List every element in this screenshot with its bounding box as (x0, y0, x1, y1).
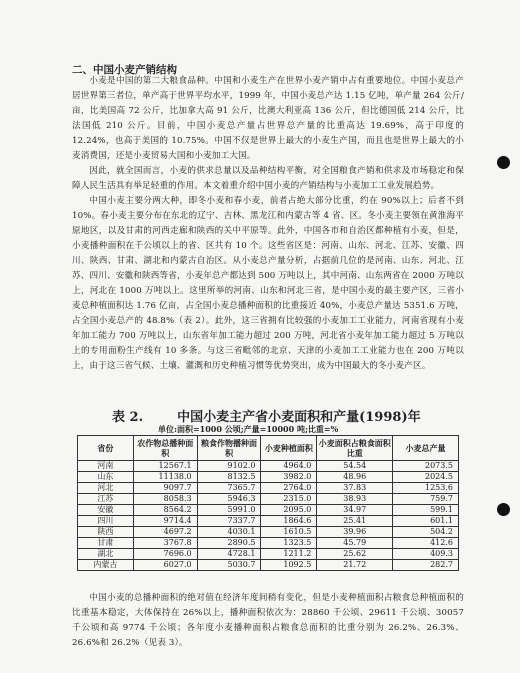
cell-wheat-output: 282.7 (393, 560, 459, 571)
cell-grain-area: 4728.1 (197, 549, 261, 560)
cell-wheat-share: 25.41 (317, 516, 393, 527)
cell-total-area: 9714.4 (133, 516, 197, 527)
cell-wheat-area: 1610.5 (261, 527, 317, 538)
cell-wheat-share: 45.79 (317, 538, 393, 549)
cell-province: 江苏 (78, 494, 134, 505)
header-total-sown-area: 农作物总播种面积 (133, 436, 197, 461)
cell-province: 内蒙古 (78, 560, 134, 571)
cell-wheat-output: 412.6 (393, 538, 459, 549)
section-title: 二、中国小麦产销结构 (72, 64, 177, 76)
cell-wheat-output: 504.2 (393, 527, 459, 538)
cell-total-area: 9097.7 (133, 483, 197, 494)
cell-wheat-output: 1253.6 (393, 483, 459, 494)
cell-province: 湖北 (78, 549, 134, 560)
table-row (78, 505, 459, 516)
cell-wheat-output: 601.1 (393, 516, 459, 527)
cell-grain-area: 4030.1 (197, 527, 261, 538)
table-row (78, 494, 459, 505)
table-title: 中国小麦主产省小麦面积和产量(1998)年 (177, 410, 421, 425)
cell-total-area: 8564.2 (133, 505, 197, 516)
cell-province: 陕西 (78, 527, 134, 538)
cell-wheat-share: 37.83 (317, 483, 393, 494)
cell-grain-area: 5946.3 (197, 494, 261, 505)
cell-grain-area: 7337.7 (197, 516, 261, 527)
body-text (72, 74, 464, 374)
cell-grain-area: 8132.5 (197, 472, 261, 483)
cell-wheat-area: 3982.0 (261, 472, 317, 483)
cell-wheat-output: 759.7 (393, 494, 459, 505)
wheat-data-table (77, 435, 459, 571)
header-grain-sown-area: 粮食作物播种面积 (197, 436, 261, 461)
table-row (78, 472, 459, 483)
cell-province: 四川 (78, 516, 134, 527)
table-row (78, 560, 459, 571)
cell-total-area: 6027.0 (133, 560, 197, 571)
cell-wheat-area: 1864.6 (261, 516, 317, 527)
table-header-row (78, 436, 459, 461)
cell-province: 山东 (78, 472, 134, 483)
cell-province: 安徽 (78, 505, 134, 516)
cell-wheat-area: 1092.5 (261, 560, 317, 571)
cell-wheat-share: 25.62 (317, 549, 393, 560)
header-wheat-output: 小麦总产量 (393, 436, 459, 461)
table-number: 表 2. (112, 410, 144, 425)
closing-text (72, 591, 464, 651)
paragraph-1: 小麦是中国的第二大粮食品种。中国和小麦生产在世界小麦产销中占有重要地位。中国小麦总产居世界第三者位，单产高于世界平均水平，1999 年，中国小麦总产达 1.15 亿吨，单产量 264 公斤/亩，比美国高 72 公斤，比加拿大高 91 公斤，比澳大利亚高 136 公斤，但比德国低 214 公斤，比法国低 210 公斤。目前，中国小麦总产量占世界总产量的比重高达 19.69%，高于印度的 12.24%，也高于美国的 10.75%。中国不仅是世界上最大的小麦生产国，而且也是世界上最大的小麦消费国，还是小麦贸易大国和小麦加工大国。 (72, 76, 464, 161)
table-unit-note: 单位:面积=1000 公顷;产量=10000 吨;比重=% (158, 424, 339, 434)
cell-wheat-share: 39.96 (317, 527, 393, 538)
cell-total-area: 4697.2 (133, 527, 197, 538)
table-row (78, 483, 459, 494)
cell-wheat-area: 1323.5 (261, 538, 317, 549)
cell-wheat-area: 1211.2 (261, 549, 317, 560)
cell-wheat-share: 54.54 (317, 461, 393, 472)
cell-total-area: 12567.1 (133, 461, 197, 472)
cell-total-area: 3767.8 (133, 538, 197, 549)
punch-hole-top (497, 156, 510, 169)
cell-wheat-output: 599.1 (393, 505, 459, 516)
cell-grain-area: 2890.5 (197, 538, 261, 549)
table-row (78, 461, 459, 472)
cell-wheat-area: 2764.0 (261, 483, 317, 494)
table-caption (112, 406, 421, 425)
paragraph-3: 中国小麦主要分两大种，即冬小麦和春小麦，前者占绝大部分比重，约在 90%以上；后者不到 10%。春小麦主要分布在东北的辽宁、吉林、黑龙江和内蒙古等 4 省、区。冬小麦主要领在黄淮海平原地区，以及甘肃的河西走廊和陕西的关中平原等。此外，中国各市和自治区都种植有小麦，但是，小麦播种面积在千公顷以上的省、区共有 10 个。这些省区是：河南、山东、河北、江苏、安徽、四川、陕西、甘肃、湖北和内蒙古自治区。从小麦总产量分析，占据前几位的是河南、山东、河北、江苏、四川、安徽和陕西等省，小麦年总产都达到 500 万吨以上，其中河南、山东两省在 2000 万吨以上，河北在 1000 万吨以上。这里所举的河南、山东和河北三省，是中国小麦的最主要产区，三省小麦总种植面积达 1.76 亿亩，占全国小麦总播种面积的比重接近 40%，小麦总产量达 5351.6 万吨，占全国小麦总产的 48.8%（表 2）。此外，这三省拥有比较强的小麦加工工业能力，河南省现有小麦年加工能力 700 万吨以上，山东省年加工能力超过 200 万吨，河北省小麦年加工能力超过 5 万吨以上的专用面粉生产线有 10 多条。与这三省毗邻的北京、天津的小麦加工工业能力也在 200 万吨以上，由于这三省气候、土壤、灌溉和历史种植习惯等优势突出，成为中国最大的冬小麦产区。 (72, 196, 464, 371)
cell-wheat-share: 21.72 (317, 560, 393, 571)
closing-paragraph: 中国小麦的总播种面积的绝对值在经济年度间稍有变化，但是小麦种植面积占粮食总种植面积的比重基本稳定，大体保持在 26%以上，播种面积依次为：28860 千公顷、29611 千公顷、30057 千公顷和高 9774 千公顷；各年度小麦播种面积占粮食总面积的比重分别为 26.2%、26.3%、26.6%和 26.2%（见表 3）。 (72, 593, 464, 648)
cell-wheat-output: 2024.5 (393, 472, 459, 483)
cell-province: 甘肃 (78, 538, 134, 549)
cell-grain-area: 5991.0 (197, 505, 261, 516)
paragraph-2: 因此，就全国而言，小麦的供求总量以及品种结构平衡，对全国粮食产销和供求及市场稳定和保障人民生活具有举足轻重的作用。本文着重介绍中国小麦的产销结构与小麦加工工业发展趋势。 (72, 166, 464, 191)
cell-total-area: 7696.0 (133, 549, 197, 560)
cell-wheat-share: 34.97 (317, 505, 393, 516)
table-row (78, 516, 459, 527)
cell-province: 河南 (78, 461, 134, 472)
cell-wheat-area: 2315.0 (261, 494, 317, 505)
cell-wheat-share: 38.93 (317, 494, 393, 505)
header-wheat-area: 小麦种植面积 (261, 436, 317, 461)
cell-total-area: 11138.0 (133, 472, 197, 483)
cell-wheat-area: 4964.0 (261, 461, 317, 472)
cell-grain-area: 7365.7 (197, 483, 261, 494)
punch-hole-bottom (497, 503, 510, 516)
cell-total-area: 8058.3 (133, 494, 197, 505)
table-row (78, 538, 459, 549)
header-wheat-share: 小麦面积占粮食面积比重 (317, 436, 393, 461)
header-province: 省份 (78, 436, 134, 461)
cell-grain-area: 9102.0 (197, 461, 261, 472)
cell-wheat-output: 409.3 (393, 549, 459, 560)
cell-wheat-area: 2095.0 (261, 505, 317, 516)
cell-grain-area: 5030.7 (197, 560, 261, 571)
cell-wheat-output: 2073.5 (393, 461, 459, 472)
table-row (78, 549, 459, 560)
cell-wheat-share: 48.96 (317, 472, 393, 483)
cell-province: 河北 (78, 483, 134, 494)
table-row (78, 527, 459, 538)
